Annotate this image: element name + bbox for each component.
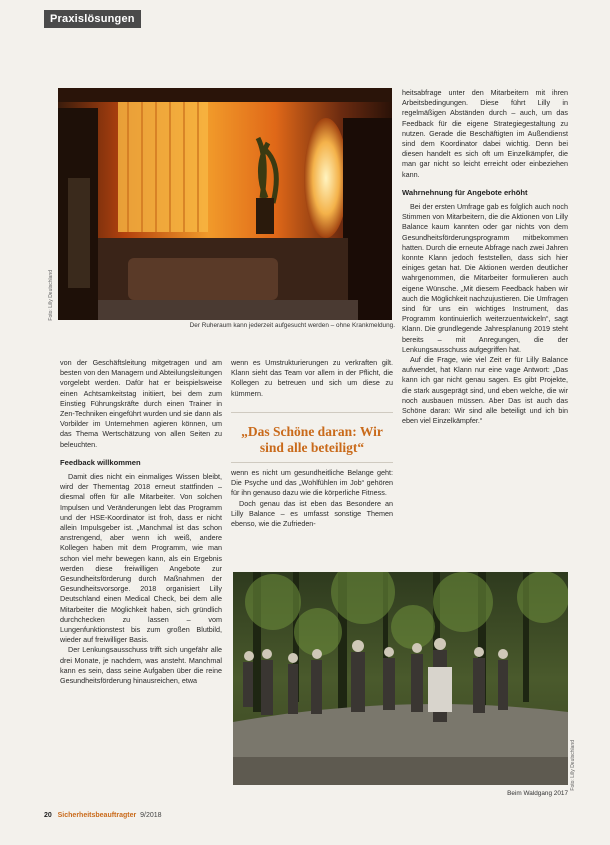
paragraph: Der Lenkungsausschuss trifft sich ungefähr alle drei Monate, je nachdem, was ansteht. Manchmal kann es sein, dass seine Aufgaben über die reine Gesundheitsförderung hinausreichen, etwa xyxy=(60,645,222,686)
left-column xyxy=(60,358,222,686)
page-footer xyxy=(44,812,162,819)
subheading-left: Feedback willkommen xyxy=(60,457,141,467)
middle-column-bottom xyxy=(231,468,393,529)
page-number: 20 xyxy=(44,812,52,819)
paragraph: Bei der ersten Umfrage gab es folglich auch noch Stimmen von Mitarbeitern, die die Aktionen von Lilly Balance kaum kannten oder gar nichts von dem Gesundheitsförderungsprogramm mitbekommen hatten. Durch die erneute Abfrage nach zwei Jahren konnte Klann jedoch feststellen, dass sich hier einiges getan hat. Die Aktionen werden deutlicher wahrgenommen, die Mitarbeiter formulieren auch eigene Wünsche. „Mit diesem Feedback haben wir auch die Möglichkeit nachzujustieren. Die Umfragen sind für uns ein wichtiges Instrument, das Programm kontinuierlich weiterzuentwickeln“, sagt Klann. Die grundlegende Jahresplanung 2019 steht bereits – mit Anregungen, die der Lenkungsausschuss aufgegriffen hat. xyxy=(402,202,568,354)
photo-rest-room xyxy=(58,88,392,320)
middle-column-top xyxy=(231,358,393,399)
subheading-right: Wahrnehnung für Angebote erhöht xyxy=(402,187,528,197)
paragraph: heitsabfrage unter den Mitarbeitern mit ihren Arbeitsbedingungen. Diese führt Lilly in regelmäßigen Abständen durch – auch, um das Feedback für die eigene Strategiegestaltung zu nutzen. Gerade die Beschäftigten im Außendienst sind dem Koordinator dabei wichtig. Denn bei diesen handelt es sich oft um Einzelkämpfer, die man gar nicht so leicht erreicht oder einbeziehen kann. xyxy=(402,88,568,179)
paragraph: Auf die Frage, wie viel Zeit er für Lilly Balance aufwendet, hat Klann nur eine vage Antwort: „Das kann ich gar nicht genau sagen. Es gibt Projekte, die stark ausgeprägt sind, und eben welche, die wir noch ausbauen müssen. Aber Das ist auch das Schöne daran: Wir sind alle beteiligt und ich bin eben viel Einzelkämpfer.“ xyxy=(402,355,568,426)
quote-rule-bottom xyxy=(231,462,393,463)
paragraph: von der Geschäftsleitung mitgetragen und am besten von den Managern und Abteilungsleitungen vorgelebt werden. Dafür hat er beispielsweise einen Achtsamkeitstag initiiert, bei dem zum Einstieg Führungskräfte durch einen Trainer in Zen-Techniken eingeführt wurden und sie dann als Vorbilder im Unternehmen agieren können, um das Thema Wertschätzung von allen Seiten zu beleuchten. xyxy=(60,358,222,449)
photo-forest-walk xyxy=(233,572,568,785)
magazine-name: Sicherheitsbeauftragter xyxy=(57,812,137,819)
section-tag: Praxislösungen xyxy=(44,10,141,28)
issue-number: 9/2018 xyxy=(140,812,162,819)
paragraph: Doch genau das ist eben das Besondere an Lilly Balance – es umfasst sonstige Themen ebenso, wie die Zufrieden- xyxy=(231,498,393,529)
right-column-top xyxy=(402,88,568,427)
quote-rule-top xyxy=(231,412,393,413)
photo1-credit: Foto: Lilly Deutschland xyxy=(48,270,54,321)
forest-walk-image xyxy=(233,572,568,785)
paragraph: wenn es Umstrukturierungen zu verkraften gilt. Klann sieht das Team vor allem in der Pflicht, die Kollegen zu betreuen und sich um diese zu kümmern. xyxy=(231,358,393,398)
photo1-caption: Der Ruheraum kann jederzeit aufgesucht werden – ohne Krankmeldung. xyxy=(189,322,395,329)
photo2-credit: Foto: Lilly Deutschland xyxy=(570,740,576,791)
paragraph: wenn es nicht um gesundheitliche Belange geht: Die Psyche und das „Wohlfühlen im Job“ gehören für ihn genauso dazu wie die körperliche Fitness. xyxy=(231,468,393,498)
photo2-caption: Beim Waldgang 2017 xyxy=(507,790,568,797)
paragraph: Damit dies nicht ein einmaliges Wissen bleibt, wird der Thementag 2018 erneut stattfinden – diesmal offen für alle Mitarbeiter. Von solchen Impulsen und Veränderungen lebt das Programm und der HSE-Koordinator ist froh, dass er nicht allein Impulsgeber ist. „Manchmal ist das schon anstrengend, aber wenn ich weiß, andere Kollegen haben mit dem Programm, wie man schon viel mehr bewegen kann, als ein Ergebnis werden diese freiwilligen Angebote zur Gesundheitsförderung durch Maßnahmen der Gesundheitsvorsorge. 2018 organisiert Lilly Deutschland einen Medical Check, bei dem alle Mitarbeiter die Möglichkeit haben, sich gründlich durchchecken zu lassen – vom Lungenfunktionstest bis zum großen Blutbild, wieder auf freiwilliger Basis. xyxy=(60,472,222,645)
rest-room-image xyxy=(58,88,392,320)
pull-quote: „Das Schöne daran: Wir sind alle beteiligt“ xyxy=(241,424,383,455)
